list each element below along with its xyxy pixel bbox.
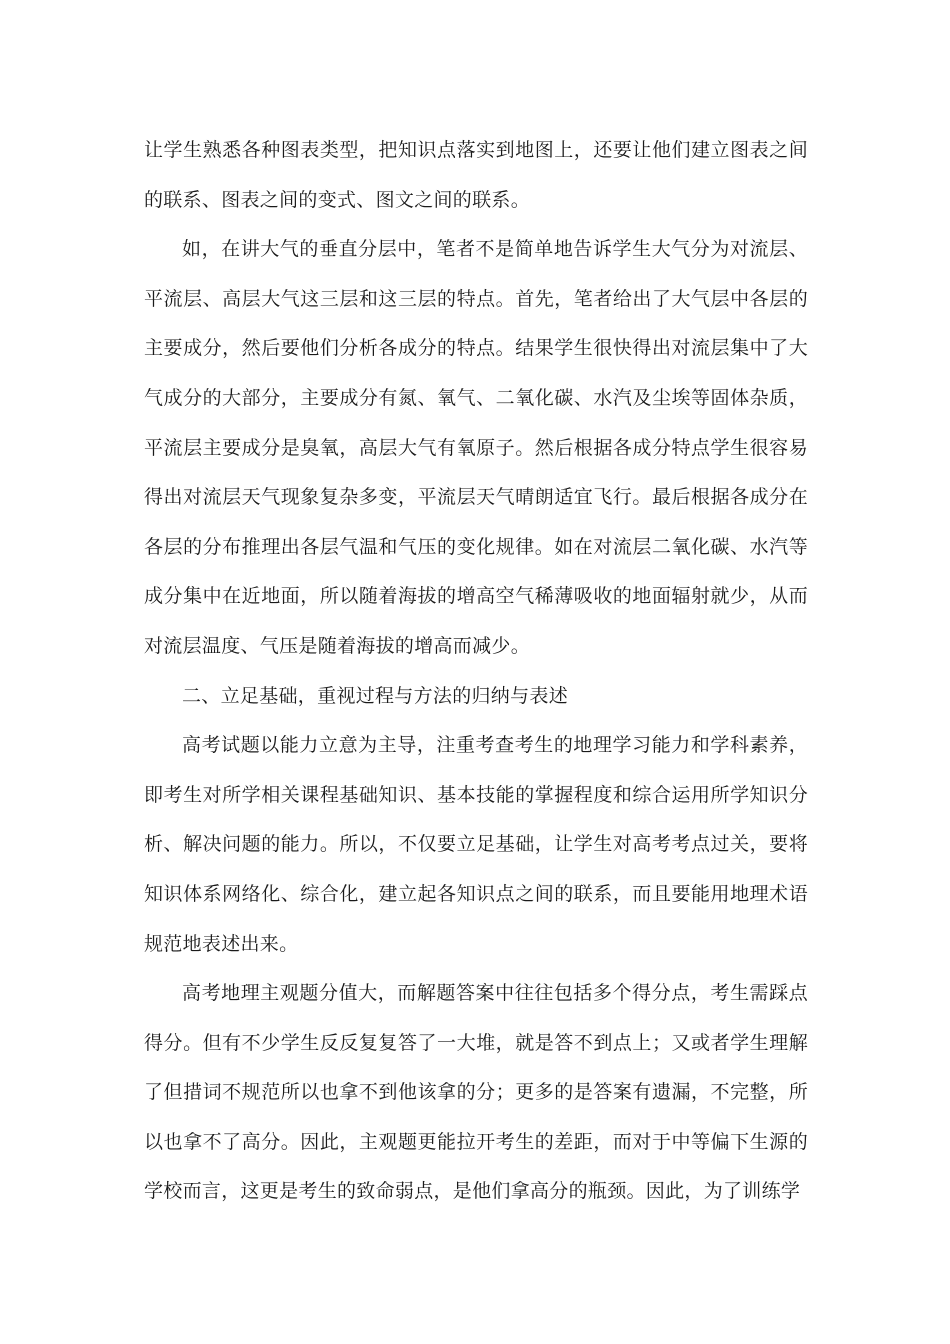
section-heading: 二、立足基础，重视过程与方法的归纳与表述 xyxy=(182,684,569,707)
document-body xyxy=(144,126,808,1217)
paragraph-4: 高考地理主观题分值大，而解题答案中往往包括多个得分点，考生需踩点得分。但有不少学生反反复复答了一大堆，就是答不到点上；又或者学生理解了但措词不规范所以也拿不到他该拿的分；更多的是答案有遗漏，不完整，所以也拿不了高分。因此，主观题更能拉开考生的差距，而对于中等偏下生源的学校而言，这更是考生的致命弱点，是他们拿高分的瓶颈。因此，为了训练学 xyxy=(144,982,808,1203)
paragraph-3: 高考试题以能力立意为主导，注重考查考生的地理学习能力和学科素养，即考生对所学相关课程基础知识、基本技能的掌握程度和综合运用所学知识分析、解决问题的能力。所以，不仅要立足基础，让学生对高考考点过关，要将知识体系网络化、综合化，建立起各知识点之间的联系，而且要能用地理术语规范地表述出来。 xyxy=(144,734,808,955)
paragraph-2: 如，在讲大气的垂直分层中，笔者不是简单地告诉学生大气分为对流层、平流层、高层大气这三层和这三层的特点。首先，笔者给出了大气层中各层的主要成分，然后要他们分析各成分的特点。结果学生很快得出对流层集中了大气成分的大部分，主要成分有氮、氧气、二氧化碳、水汽及尘埃等固体杂质，平流层主要成分是臭氧，高层大气有氧原子。然后根据各成分特点学生很容易得出对流层天气现象复杂多变，平流层天气晴朗适宜飞行。最后根据各成分在各层的分布推理出各层气温和气压的变化规律。如在对流层二氧化碳、水汽等成分集中在近地面，所以随着海拔的增高空气稀薄吸收的地面辐射就少，从而对流层温度、气压是随着海拔的增高而减少。 xyxy=(144,238,808,657)
paragraph-1: 让学生熟悉各种图表类型，把知识点落实到地图上，还要让他们建立图表之间的联系、图表之间的变式、图文之间的联系。 xyxy=(144,139,808,211)
